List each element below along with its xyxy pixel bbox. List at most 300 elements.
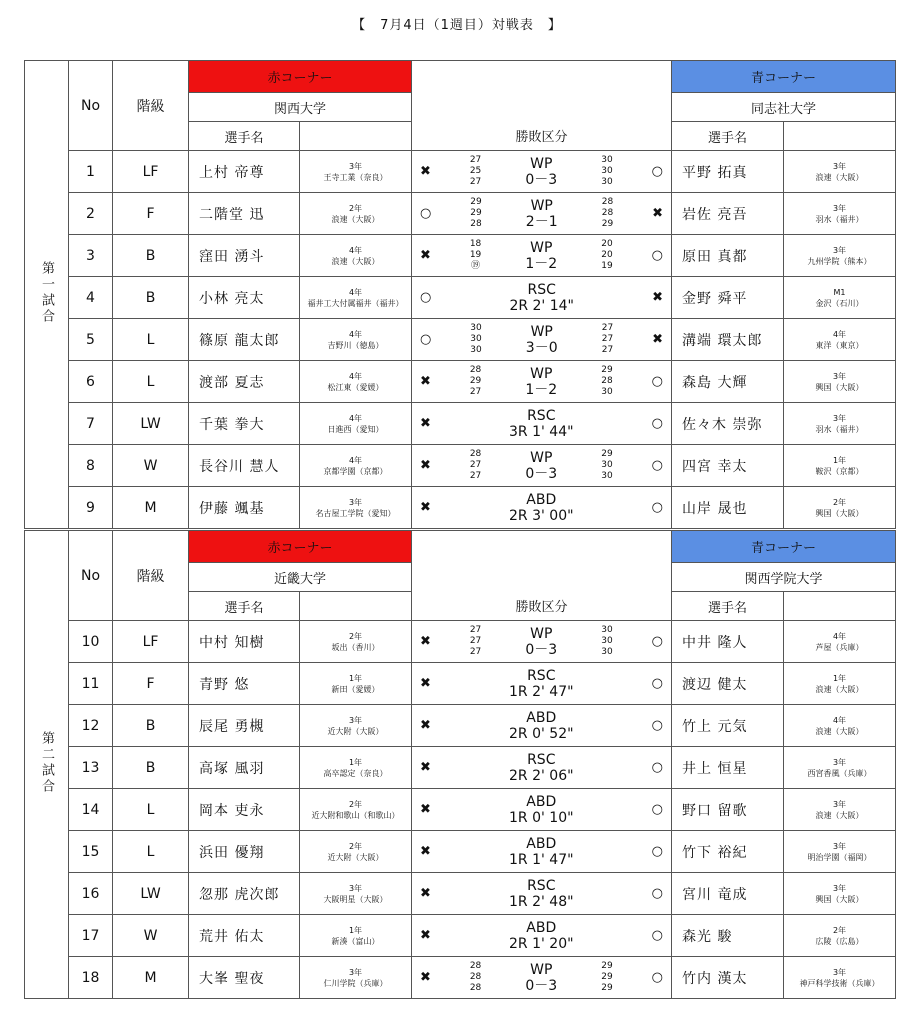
table-row <box>25 193 896 235</box>
result-cell <box>412 361 672 403</box>
red-player-school: 名古屋工学院（愛知） <box>315 508 396 518</box>
red-info-header <box>300 592 412 621</box>
red-player-year: 2年 <box>348 203 363 213</box>
red-player-year: 4年 <box>348 287 363 297</box>
red-player-school: 京都学園（京都） <box>323 466 388 476</box>
result-text <box>511 240 571 272</box>
blue-info-header <box>784 122 896 151</box>
weight-class: LF <box>113 621 189 663</box>
bout-number: 7 <box>69 403 113 445</box>
blue-player-info <box>784 915 896 957</box>
red-player-info <box>300 621 412 663</box>
result-type: RSC <box>527 407 556 424</box>
result-detail: 2R 1' 20" <box>509 935 574 952</box>
bout-number: 5 <box>69 319 113 361</box>
result-cell <box>412 873 672 915</box>
blue-player-info <box>784 445 896 487</box>
blue-player-year: 1年 <box>832 455 847 465</box>
red-judge-score: 28 <box>469 365 482 375</box>
section-label <box>25 531 69 999</box>
red-loss-mark: ✖ <box>420 718 431 733</box>
result-cell <box>412 487 672 529</box>
red-player-info <box>300 873 412 915</box>
red-judge-score: ⑲ <box>471 261 481 271</box>
result-detail: 1R 1' 47" <box>509 851 574 868</box>
blue-player-school: 興国（大阪） <box>815 382 864 392</box>
red-player-info <box>300 705 412 747</box>
weight-class: F <box>113 193 189 235</box>
weight-class: M <box>113 487 189 529</box>
result-detail: 1－2 <box>525 381 558 398</box>
blue-player-info <box>784 747 896 789</box>
red-player-school: 大阪明星（大阪） <box>323 894 388 904</box>
blue-loss-mark: ✖ <box>652 290 663 305</box>
result-cell <box>412 277 672 319</box>
red-judge-score: 27 <box>469 460 482 470</box>
result-middle <box>470 155 613 188</box>
blue-player-school: 羽水（福井） <box>815 424 864 434</box>
bout-number: 16 <box>69 873 113 915</box>
result-text <box>509 836 574 868</box>
blue-loss-mark: ✖ <box>652 332 663 347</box>
blue-player-info <box>784 831 896 873</box>
blue-judge-scores <box>601 449 612 482</box>
result-text <box>509 794 574 826</box>
result-middle <box>470 197 613 230</box>
red-player-name: 小林 亮太 <box>189 277 300 319</box>
table-row <box>25 705 896 747</box>
weight-class: W <box>113 915 189 957</box>
red-loss-mark: ✖ <box>420 416 431 431</box>
red-loss-mark: ✖ <box>420 500 431 515</box>
red-player-info <box>300 277 412 319</box>
red-player-school: 高卒認定（奈良） <box>323 768 388 778</box>
weight-class: F <box>113 663 189 705</box>
result-wrap <box>412 282 671 314</box>
red-judge-scores <box>470 625 481 658</box>
weight-class: L <box>113 361 189 403</box>
red-player-name: 浜田 優翔 <box>189 831 300 873</box>
bout-number: 1 <box>69 151 113 193</box>
table-row <box>25 319 896 361</box>
red-loss-mark: ✖ <box>420 886 431 901</box>
blue-player-info <box>784 235 896 277</box>
red-judge-score: 27 <box>469 647 482 657</box>
result-detail: 2R 2' 14" <box>509 297 574 314</box>
weight-class: L <box>113 831 189 873</box>
red-judge-score: 30 <box>470 345 482 355</box>
red-win-mark: ○ <box>420 206 432 221</box>
blue-player-school: 芦屋（兵庫） <box>815 642 864 652</box>
red-player-school: 浪速（大阪） <box>331 214 380 224</box>
red-player-name: 篠原 龍太郎 <box>189 319 300 361</box>
result-detail: 3R 1' 44" <box>509 423 574 440</box>
red-player-school: 近大附和歌山（和歌山） <box>311 810 400 820</box>
red-player-name: 大峯 聖夜 <box>189 957 300 999</box>
blue-team-name: 関西学院大学 <box>672 563 896 592</box>
bout-number: 18 <box>69 957 113 999</box>
table-row <box>25 621 896 663</box>
red-loss-mark: ✖ <box>420 164 431 179</box>
red-judge-score: 28 <box>470 219 482 229</box>
blue-player-year: 3年 <box>832 203 847 213</box>
result-text <box>509 920 574 952</box>
blue-judge-scores <box>601 239 612 272</box>
red-player-school: 日進西（愛知） <box>327 424 384 434</box>
red-player-year: 2年 <box>348 631 363 641</box>
red-player-school: 松江東（愛媛） <box>327 382 384 392</box>
red-player-school: 坂出（香川） <box>331 642 380 652</box>
red-player-name: 中村 知樹 <box>189 621 300 663</box>
table-row <box>25 831 896 873</box>
blue-win-mark: ○ <box>651 416 663 431</box>
blue-judge-score: 30 <box>601 387 613 397</box>
red-judge-score: 28 <box>469 972 482 982</box>
bout-number: 13 <box>69 747 113 789</box>
blue-win-mark: ○ <box>651 248 663 263</box>
result-wrap <box>412 710 671 742</box>
result-cell <box>412 403 672 445</box>
blue-player-school: 興国（大阪） <box>815 508 864 518</box>
red-player-year: 3年 <box>348 883 363 893</box>
result-cell <box>412 445 672 487</box>
result-text <box>511 156 571 188</box>
red-judge-score: 29 <box>470 208 482 218</box>
result-type: ABD <box>526 919 557 936</box>
red-judge-score: 30 <box>470 334 482 344</box>
red-loss-mark: ✖ <box>420 676 431 691</box>
no-header: No <box>69 61 113 151</box>
blue-win-mark: ○ <box>651 500 663 515</box>
red-player-year: 1年 <box>348 925 363 935</box>
red-player-year: 2年 <box>348 799 363 809</box>
red-player-name: 二階堂 迅 <box>189 193 300 235</box>
blue-player-year: 3年 <box>832 967 847 977</box>
blue-player-year: 3年 <box>832 161 847 171</box>
result-header-blank <box>412 531 672 592</box>
table-row <box>25 663 896 705</box>
result-cell <box>412 193 672 235</box>
result-type: WP <box>530 365 553 382</box>
blue-judge-score: 29 <box>601 972 613 982</box>
result-wrap <box>412 449 671 482</box>
result-wrap <box>412 492 671 524</box>
table-row <box>25 445 896 487</box>
red-judge-score: 28 <box>469 449 482 459</box>
red-info-header <box>300 122 412 151</box>
bout-number: 17 <box>69 915 113 957</box>
blue-judge-score: 30 <box>601 460 613 470</box>
blue-player-info <box>784 487 896 529</box>
blue-judge-score: 27 <box>601 345 614 355</box>
red-player-name: 伊藤 颯基 <box>189 487 300 529</box>
blue-judge-score: 30 <box>601 471 613 481</box>
red-player-year: 1年 <box>348 757 363 767</box>
weight-class: L <box>113 319 189 361</box>
blue-win-mark: ○ <box>651 928 663 943</box>
blue-win-mark: ○ <box>651 886 663 901</box>
result-type: ABD <box>526 835 557 852</box>
result-detail: 2－1 <box>525 213 558 230</box>
red-judge-score: 28 <box>469 961 482 971</box>
result-text <box>509 710 574 742</box>
weight-class: LW <box>113 873 189 915</box>
red-team-name: 関西大学 <box>189 93 412 122</box>
result-cell <box>412 151 672 193</box>
result-text <box>509 282 574 314</box>
table-row <box>25 361 896 403</box>
result-wrap <box>412 836 671 868</box>
red-player-info <box>300 445 412 487</box>
result-header: 勝敗区分 <box>412 122 672 151</box>
red-loss-mark: ✖ <box>420 634 431 649</box>
blue-player-year: 4年 <box>832 715 847 725</box>
red-player-year: 4年 <box>348 413 363 423</box>
red-player-name: 窪田 湧斗 <box>189 235 300 277</box>
result-detail: 0－3 <box>525 465 558 482</box>
blue-corner-header: 青コーナー <box>672 531 896 563</box>
class-header: 階級 <box>113 531 189 621</box>
bout-number: 3 <box>69 235 113 277</box>
red-player-name: 渡部 夏志 <box>189 361 300 403</box>
red-judge-score: 28 <box>469 983 482 993</box>
bout-number: 15 <box>69 831 113 873</box>
blue-win-mark: ○ <box>651 760 663 775</box>
blue-win-mark: ○ <box>651 718 663 733</box>
blue-win-mark: ○ <box>651 970 663 985</box>
blue-judge-score: 30 <box>601 155 613 165</box>
blue-player-year: 2年 <box>832 497 847 507</box>
result-type: RSC <box>527 877 556 894</box>
result-middle <box>470 323 613 356</box>
blue-judge-score: 27 <box>601 323 614 333</box>
result-header-blank <box>412 61 672 122</box>
red-player-year: 3年 <box>348 161 363 171</box>
red-judge-scores <box>470 197 481 230</box>
result-type: WP <box>530 449 553 466</box>
blue-player-name: 溝端 環太郎 <box>672 319 784 361</box>
result-text <box>511 626 571 658</box>
weight-class: LW <box>113 403 189 445</box>
blue-player-school: 鞍沢（京都） <box>815 466 864 476</box>
result-cell <box>412 621 672 663</box>
blue-judge-score: 28 <box>601 208 614 218</box>
red-player-year: 2年 <box>348 841 363 851</box>
red-player-year: 4年 <box>348 245 363 255</box>
result-type: WP <box>530 625 553 642</box>
result-middle <box>509 282 574 314</box>
red-loss-mark: ✖ <box>420 458 431 473</box>
red-player-name: 高塚 風羽 <box>189 747 300 789</box>
result-middle <box>509 752 574 784</box>
result-type: RSC <box>527 281 556 298</box>
blue-player-school: 浪速（大阪） <box>815 726 864 736</box>
section-title: 第二試合 <box>39 730 54 795</box>
result-type: ABD <box>526 709 557 726</box>
blue-judge-score: 29 <box>601 219 614 229</box>
red-player-name: 忽那 虎次郎 <box>189 873 300 915</box>
result-cell <box>412 957 672 999</box>
result-wrap <box>412 794 671 826</box>
red-judge-score: 27 <box>469 471 482 481</box>
result-middle <box>470 625 613 658</box>
result-type: WP <box>530 239 553 256</box>
weight-class: B <box>113 747 189 789</box>
result-middle <box>470 239 613 272</box>
red-judge-score: 30 <box>470 323 482 333</box>
blue-player-school: 金沢（石川） <box>815 298 864 308</box>
blue-player-name: 竹下 裕紀 <box>672 831 784 873</box>
blue-player-year: 3年 <box>832 799 847 809</box>
red-player-school: 吉野川（徳島） <box>327 340 384 350</box>
result-text <box>509 492 574 524</box>
table-row <box>25 873 896 915</box>
red-judge-score: 29 <box>470 197 482 207</box>
result-wrap <box>412 668 671 700</box>
blue-player-info <box>784 957 896 999</box>
bout-number: 8 <box>69 445 113 487</box>
blue-win-mark: ○ <box>651 802 663 817</box>
red-judge-score: 27 <box>469 625 482 635</box>
blue-player-name-header: 選手名 <box>672 122 784 151</box>
result-text <box>512 198 572 230</box>
result-wrap <box>412 365 671 398</box>
result-middle <box>509 920 574 952</box>
red-player-year: 4年 <box>348 455 363 465</box>
red-player-year: 3年 <box>348 715 363 725</box>
bout-number: 10 <box>69 621 113 663</box>
result-middle <box>509 836 574 868</box>
blue-player-name: 森島 大輝 <box>672 361 784 403</box>
blue-judge-score: 29 <box>601 449 613 459</box>
result-middle <box>470 365 613 398</box>
blue-player-info <box>784 621 896 663</box>
result-cell <box>412 747 672 789</box>
table-row <box>25 747 896 789</box>
blue-player-info <box>784 319 896 361</box>
result-detail: 0－3 <box>525 641 558 658</box>
red-player-name: 青野 悠 <box>189 663 300 705</box>
red-player-info <box>300 235 412 277</box>
red-corner-header: 赤コーナー <box>189 531 412 563</box>
red-judge-score: 27 <box>469 177 482 187</box>
result-detail: 2R 0' 52" <box>509 725 574 742</box>
red-judge-scores <box>470 239 481 272</box>
result-type: ABD <box>526 793 557 810</box>
blue-judge-score: 30 <box>601 636 613 646</box>
blue-player-name: 竹内 漢太 <box>672 957 784 999</box>
blue-player-info <box>784 789 896 831</box>
result-cell <box>412 831 672 873</box>
blue-corner-header: 青コーナー <box>672 61 896 93</box>
blue-judge-score: 30 <box>601 166 613 176</box>
red-player-year: 3年 <box>348 497 363 507</box>
blue-player-info <box>784 151 896 193</box>
result-text <box>512 324 572 356</box>
red-judge-score: 25 <box>469 166 482 176</box>
table-row <box>25 957 896 999</box>
red-judge-score: 27 <box>469 155 482 165</box>
bout-number: 4 <box>69 277 113 319</box>
blue-judge-score: 19 <box>601 261 613 271</box>
blue-loss-mark: ✖ <box>652 206 663 221</box>
blue-player-info <box>784 277 896 319</box>
result-wrap <box>412 752 671 784</box>
result-text <box>509 668 574 700</box>
result-cell <box>412 235 672 277</box>
result-cell <box>412 663 672 705</box>
blue-player-year: M1 <box>833 287 846 297</box>
result-middle <box>509 710 574 742</box>
blue-win-mark: ○ <box>651 634 663 649</box>
blue-player-year: 4年 <box>832 329 847 339</box>
result-wrap <box>412 155 671 188</box>
result-wrap <box>412 961 671 994</box>
blue-player-name: 竹上 元気 <box>672 705 784 747</box>
page-title: 【 7月4日（1週目）対戦表 】 <box>352 18 562 33</box>
red-loss-mark: ✖ <box>420 374 431 389</box>
result-type: RSC <box>527 667 556 684</box>
blue-player-info <box>784 403 896 445</box>
red-loss-mark: ✖ <box>420 928 431 943</box>
blue-judge-score: 29 <box>601 961 613 971</box>
blue-player-name: 宮川 竜成 <box>672 873 784 915</box>
result-type: RSC <box>527 751 556 768</box>
bout-number: 2 <box>69 193 113 235</box>
red-win-mark: ○ <box>420 290 432 305</box>
blue-player-name: 山岸 晟也 <box>672 487 784 529</box>
weight-class: B <box>113 277 189 319</box>
result-detail: 1R 0' 10" <box>509 809 574 826</box>
bout-number: 6 <box>69 361 113 403</box>
result-middle <box>509 408 574 440</box>
bout-number: 12 <box>69 705 113 747</box>
section-label <box>25 61 69 529</box>
result-detail: 1R 2' 47" <box>509 683 574 700</box>
red-player-year: 4年 <box>348 371 363 381</box>
blue-player-name-header: 選手名 <box>672 592 784 621</box>
result-type: WP <box>530 323 553 340</box>
red-player-school: 浪速（大阪） <box>331 256 380 266</box>
blue-player-year: 3年 <box>832 757 847 767</box>
result-text <box>511 962 571 994</box>
blue-player-name: 井上 恒星 <box>672 747 784 789</box>
red-player-info <box>300 957 412 999</box>
blue-player-school: 神戸科学技術（兵庫） <box>799 978 880 988</box>
blue-player-name: 渡辺 健太 <box>672 663 784 705</box>
red-player-info <box>300 747 412 789</box>
red-team-name: 近畿大学 <box>189 563 412 592</box>
red-player-name-header: 選手名 <box>189 592 300 621</box>
blue-player-name: 野口 留歌 <box>672 789 784 831</box>
blue-player-name: 平野 拓真 <box>672 151 784 193</box>
red-player-name: 長谷川 慧人 <box>189 445 300 487</box>
red-player-info <box>300 663 412 705</box>
table-row <box>25 151 896 193</box>
blue-player-year: 3年 <box>832 883 847 893</box>
red-player-info <box>300 403 412 445</box>
blue-player-info <box>784 193 896 235</box>
blue-player-year: 3年 <box>832 371 847 381</box>
red-player-info <box>300 831 412 873</box>
blue-player-name: 森光 駿 <box>672 915 784 957</box>
result-type: ABD <box>526 491 557 508</box>
red-player-name: 千葉 拳大 <box>189 403 300 445</box>
blue-judge-score: 29 <box>601 983 613 993</box>
blue-player-info <box>784 361 896 403</box>
red-judge-scores <box>470 155 481 188</box>
result-wrap <box>412 920 671 952</box>
